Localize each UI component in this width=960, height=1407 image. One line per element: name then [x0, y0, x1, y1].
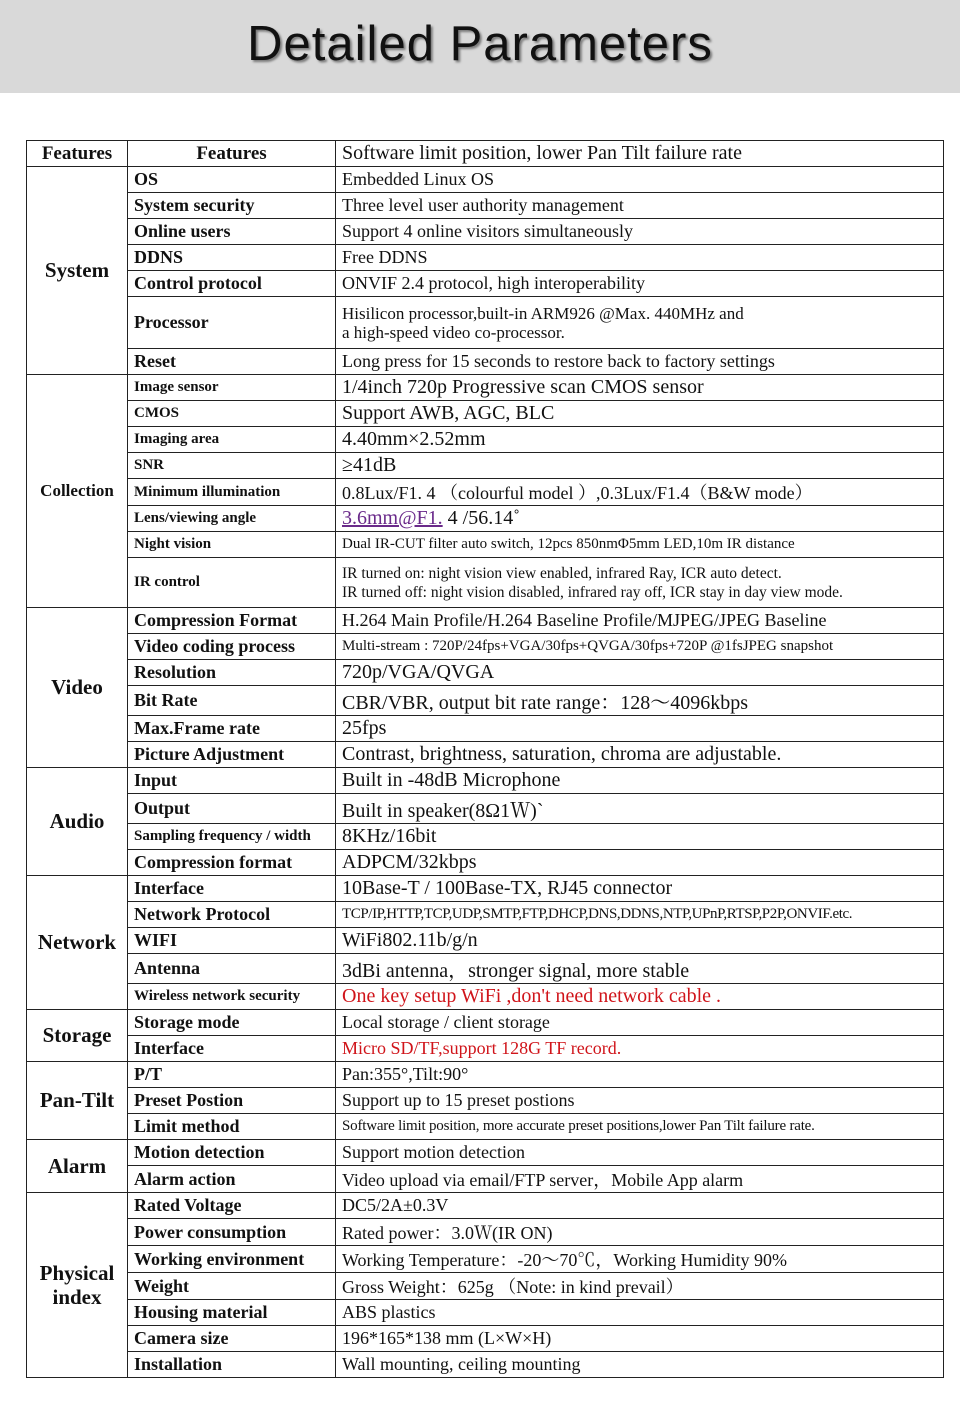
- feature-label: Sampling frequency / width: [128, 824, 336, 850]
- feature-value: 1/4inch 720p Progressive scan CMOS sensor: [336, 375, 944, 401]
- table-row: [27, 1300, 944, 1326]
- feature-label: Weight: [128, 1273, 336, 1300]
- category-storage: Storage: [27, 1010, 128, 1062]
- feature-label: Housing material: [128, 1300, 336, 1326]
- table-row: [27, 876, 944, 902]
- feature-value: Video upload via email/FTP server，Mobile App alarm: [336, 1166, 944, 1193]
- header-category: Features: [27, 141, 128, 167]
- parameters-table: [26, 140, 944, 1378]
- category-pan-tilt: Pan-Tilt: [27, 1062, 128, 1140]
- table-row: [27, 928, 944, 954]
- lens-link[interactable]: 3.6mm@F1.: [342, 507, 443, 529]
- feature-value: Support up to 15 preset postions: [336, 1088, 944, 1114]
- feature-value: WiFi802.11b/g/n: [336, 928, 944, 954]
- category-network: Network: [27, 876, 128, 1010]
- table-row: [27, 686, 944, 716]
- feature-value: Long press for 15 seconds to restore back to factory settings: [336, 349, 944, 375]
- category-label-line: Physical: [39, 1260, 115, 1285]
- table-row: [27, 1062, 944, 1088]
- feature-value: Wall mounting, ceiling mounting: [336, 1352, 944, 1378]
- feature-label: Limit method: [128, 1114, 336, 1140]
- table-row: [27, 1088, 944, 1114]
- category-collection: Collection: [27, 375, 128, 608]
- feature-value: H.264 Main Profile/H.264 Baseline Profile/MJPEG/JPEG Baseline: [336, 608, 944, 634]
- feature-value: Working Temperature：-20～70℃，Working Humidity 90%: [336, 1246, 944, 1273]
- feature-value: Support motion detection: [336, 1140, 944, 1166]
- table-row: [27, 660, 944, 686]
- feature-label: CMOS: [128, 401, 336, 427]
- table-row: [27, 167, 944, 193]
- feature-label: Imaging area: [128, 427, 336, 453]
- feature-label: Interface: [128, 1036, 336, 1062]
- feature-value: 4.40mm×2.52mm: [336, 427, 944, 453]
- feature-label: Installation: [128, 1352, 336, 1378]
- table-row: [27, 1352, 944, 1378]
- table-row: [27, 506, 944, 532]
- feature-value: Local storage / client storage: [336, 1010, 944, 1036]
- feature-value: 3dBi antenna，stronger signal, more stable: [336, 954, 944, 984]
- feature-label: SNR: [128, 453, 336, 479]
- table-row: [27, 1010, 944, 1036]
- feature-value: Rated power：3.0Ｗ(IR ON): [336, 1219, 944, 1246]
- table-row: [27, 1219, 944, 1246]
- lens-value-rest: 4 /56.14˚: [442, 507, 520, 529]
- feature-label: Compression format: [128, 850, 336, 876]
- feature-value: Contrast, brightness, saturation, chroma are adjustable.: [336, 742, 944, 768]
- feature-value: [336, 558, 944, 608]
- feature-label: Working environment: [128, 1246, 336, 1273]
- value-line: IR turned off: night vision disabled, infrared ray off, ICR stay in day view mode.: [342, 583, 843, 601]
- feature-label: Picture Adjustment: [128, 742, 336, 768]
- feature-value: Software limit position, more accurate preset positions,lower Pan Tilt failure rate.: [336, 1114, 944, 1140]
- table-row: [27, 271, 944, 297]
- feature-label: Night vision: [128, 532, 336, 558]
- feature-value: ABS plastics: [336, 1300, 944, 1326]
- feature-value: Built in -48dB Microphone: [336, 768, 944, 794]
- feature-value: 10Base-T / 100Base-TX, RJ45 connector: [336, 876, 944, 902]
- feature-value: [336, 506, 944, 532]
- table-row: [27, 1273, 944, 1300]
- feature-value: Free DDNS: [336, 245, 944, 271]
- feature-label: Video coding process: [128, 634, 336, 660]
- feature-value: Dual IR-CUT filter auto switch, 12pcs 850nmΦ5mm LED,10m IR distance: [336, 532, 944, 558]
- feature-label: OS: [128, 167, 336, 193]
- table-row: [27, 984, 944, 1010]
- table-row: [27, 742, 944, 768]
- feature-label: Lens/viewing angle: [128, 506, 336, 532]
- table-row: [27, 954, 944, 984]
- feature-label: Power consumption: [128, 1219, 336, 1246]
- feature-value: Support 4 online visitors simultaneously: [336, 219, 944, 245]
- table-row: [27, 375, 944, 401]
- feature-label: Output: [128, 794, 336, 824]
- feature-label: System security: [128, 193, 336, 219]
- table-row: [27, 794, 944, 824]
- feature-value: Micro SD/TF,support 128G TF record.: [336, 1036, 944, 1062]
- feature-value: ≥41dB: [336, 453, 944, 479]
- feature-label: Preset Postion: [128, 1088, 336, 1114]
- feature-label: Antenna: [128, 954, 336, 984]
- feature-label: WIFI: [128, 928, 336, 954]
- table-row: [27, 850, 944, 876]
- feature-label: Control protocol: [128, 271, 336, 297]
- feature-label: Online users: [128, 219, 336, 245]
- table-row: [27, 1166, 944, 1193]
- table-row: [27, 1036, 944, 1062]
- table-row: [27, 716, 944, 742]
- page-title: Detailed Parameters: [247, 17, 713, 71]
- feature-label: Compression Format: [128, 608, 336, 634]
- feature-label: Interface: [128, 876, 336, 902]
- feature-value: ONVIF 2.4 protocol, high interoperability: [336, 271, 944, 297]
- feature-label: Motion detection: [128, 1140, 336, 1166]
- table-row: [27, 453, 944, 479]
- category-system: System: [27, 167, 128, 375]
- table-header-row: [27, 141, 944, 167]
- table-row: [27, 532, 944, 558]
- feature-label: Max.Frame rate: [128, 716, 336, 742]
- feature-label: Network Protocol: [128, 902, 336, 928]
- header-value: Software limit position, lower Pan Tilt failure rate: [336, 141, 944, 167]
- feature-value: One key setup WiFi ,don't need network cable .: [336, 984, 944, 1010]
- feature-value: ADPCM/32kbps: [336, 850, 944, 876]
- category-audio: Audio: [27, 768, 128, 876]
- category-label-line: index: [52, 1285, 102, 1309]
- feature-label: Bit Rate: [128, 686, 336, 716]
- table-row: [27, 824, 944, 850]
- feature-value: Three level user authority management: [336, 193, 944, 219]
- table-row: [27, 349, 944, 375]
- feature-label: Processor: [128, 297, 336, 349]
- table-row: [27, 768, 944, 794]
- feature-label: Rated Voltage: [128, 1193, 336, 1219]
- feature-label: Input: [128, 768, 336, 794]
- feature-value: Pan:355°,Tilt:90°: [336, 1062, 944, 1088]
- feature-value: Multi-stream : 720P/24fps+VGA/30fps+QVGA/30fps+720P @1fsJPEG snapshot: [336, 634, 944, 660]
- feature-value: Embedded Linux OS: [336, 167, 944, 193]
- feature-label: Alarm action: [128, 1166, 336, 1193]
- feature-label: IR control: [128, 558, 336, 608]
- category-alarm: Alarm: [27, 1140, 128, 1193]
- table-row: [27, 558, 944, 608]
- value-line: IR turned on: night vision view enabled, infrared Ray, ICR auto detect.: [342, 564, 782, 582]
- table-row: [27, 219, 944, 245]
- table-row: [27, 902, 944, 928]
- feature-value: 720p/VGA/QVGA: [336, 660, 944, 686]
- category-video: Video: [27, 608, 128, 768]
- feature-label: Resolution: [128, 660, 336, 686]
- table-row: [27, 1140, 944, 1166]
- feature-value: CBR/VBR, output bit rate range：128～4096kbps: [336, 686, 944, 716]
- feature-value: [336, 297, 944, 349]
- feature-label: Reset: [128, 349, 336, 375]
- feature-label: Wireless network security: [128, 984, 336, 1010]
- feature-value: Built in speaker(8Ω1Ｗ)`: [336, 794, 944, 824]
- table-row: [27, 297, 944, 349]
- feature-value: DC5/2A±0.3V: [336, 1193, 944, 1219]
- table-row: [27, 193, 944, 219]
- feature-label: Camera size: [128, 1326, 336, 1352]
- feature-value: Support AWB, AGC, BLC: [336, 401, 944, 427]
- table-row: [27, 245, 944, 271]
- feature-value: Gross Weight：625g （Note: in kind prevail）: [336, 1273, 944, 1300]
- table-row: [27, 427, 944, 453]
- feature-label: P/T: [128, 1062, 336, 1088]
- table-row: [27, 479, 944, 506]
- feature-value: 196*165*138 mm (L×W×H): [336, 1326, 944, 1352]
- feature-label: Storage mode: [128, 1010, 336, 1036]
- table-row: [27, 634, 944, 660]
- table-row: [27, 1114, 944, 1140]
- title-banner: [0, 0, 960, 93]
- feature-value: 8KHz/16bit: [336, 824, 944, 850]
- feature-value: TCP/IP,HTTP,TCP,UDP,SMTP,FTP,DHCP,DNS,DDNS,NTP,UPnP,RTSP,P2P,ONVIF.etc.: [336, 902, 944, 928]
- category-physical-index: [27, 1193, 128, 1378]
- value-line: a high-speed video co-processor.: [342, 322, 565, 342]
- table-row: [27, 1326, 944, 1352]
- feature-label: Minimum illumination: [128, 479, 336, 506]
- header-feature: Features: [128, 141, 336, 167]
- feature-label: DDNS: [128, 245, 336, 271]
- feature-value: 25fps: [336, 716, 944, 742]
- table-row: [27, 401, 944, 427]
- table-row: [27, 1246, 944, 1273]
- table-row: [27, 1193, 944, 1219]
- feature-value: 0.8Lux/F1. 4 （colourful model ）,0.3Lux/F1.4（B&W mode）: [336, 479, 944, 506]
- table-row: [27, 608, 944, 634]
- value-line: Hisilicon processor,built-in ARM926 @Max. 440MHz and: [342, 303, 744, 323]
- feature-label: Image sensor: [128, 375, 336, 401]
